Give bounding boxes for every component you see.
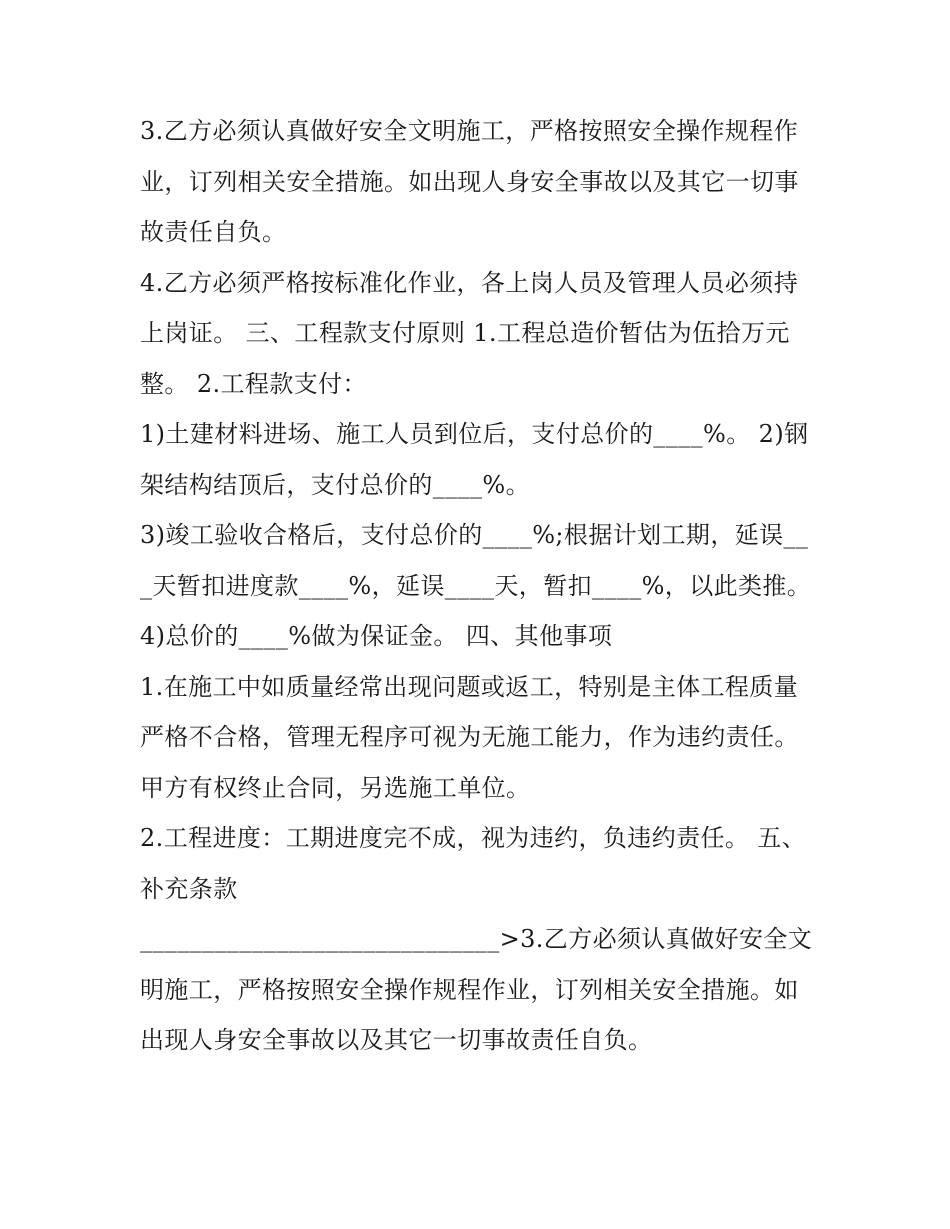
paragraph-supplementary-terms: _____________________________>3.乙方必须认真做好安全文明施工，严格按照安全操作规程作业，订列相关安全措施。如出现人身安全事故以及其它一切事故责任自负。 [140,925,813,1054]
paragraph-payment-4-other-matters: 4)总价的____%做为保证金。 四、其他事项 [140,622,613,650]
paragraph-payment-3: 3)竣工验收合格后，支付总价的____%;根据计划工期，延误___天暂扣进度款____%，延误____天，暂扣____%，以此类推。 [140,521,812,600]
paragraph-other-2-schedule: 2.工程进度：工期进度完不成，视为违约，负违约责任。 五、补充条款 [140,824,807,903]
paragraph-other-1-quality: 1.在施工中如质量经常出现问题或返工，特别是主体工程质量严格不合格，管理无程序可视为无施工能力，作为违约责任。甲方有权终止合同，另选施工单位。 [140,672,799,802]
paragraph-payment-1-2: 1)土建材料进场、施工人员到位后，支付总价的____%。 2)钢架结构结顶后，支付总价的____%。 [140,420,809,499]
paragraph-clause-3-safety: 3.乙方必须认真做好安全文明施工，严格按照安全操作规程作业，订列相关安全措施。如出现人身安全事故以及其它一切事故责任自负。 [140,117,799,246]
document-body [140,106,820,1066]
paragraph-clause-4-payment-principles: 4.乙方必须严格按标准化作业，各上岗人员及管理人员必须持上岗证。 三、工程款支付原则 1.工程总造价暂估为伍拾万元整。 2.工程款支付： [140,268,799,398]
